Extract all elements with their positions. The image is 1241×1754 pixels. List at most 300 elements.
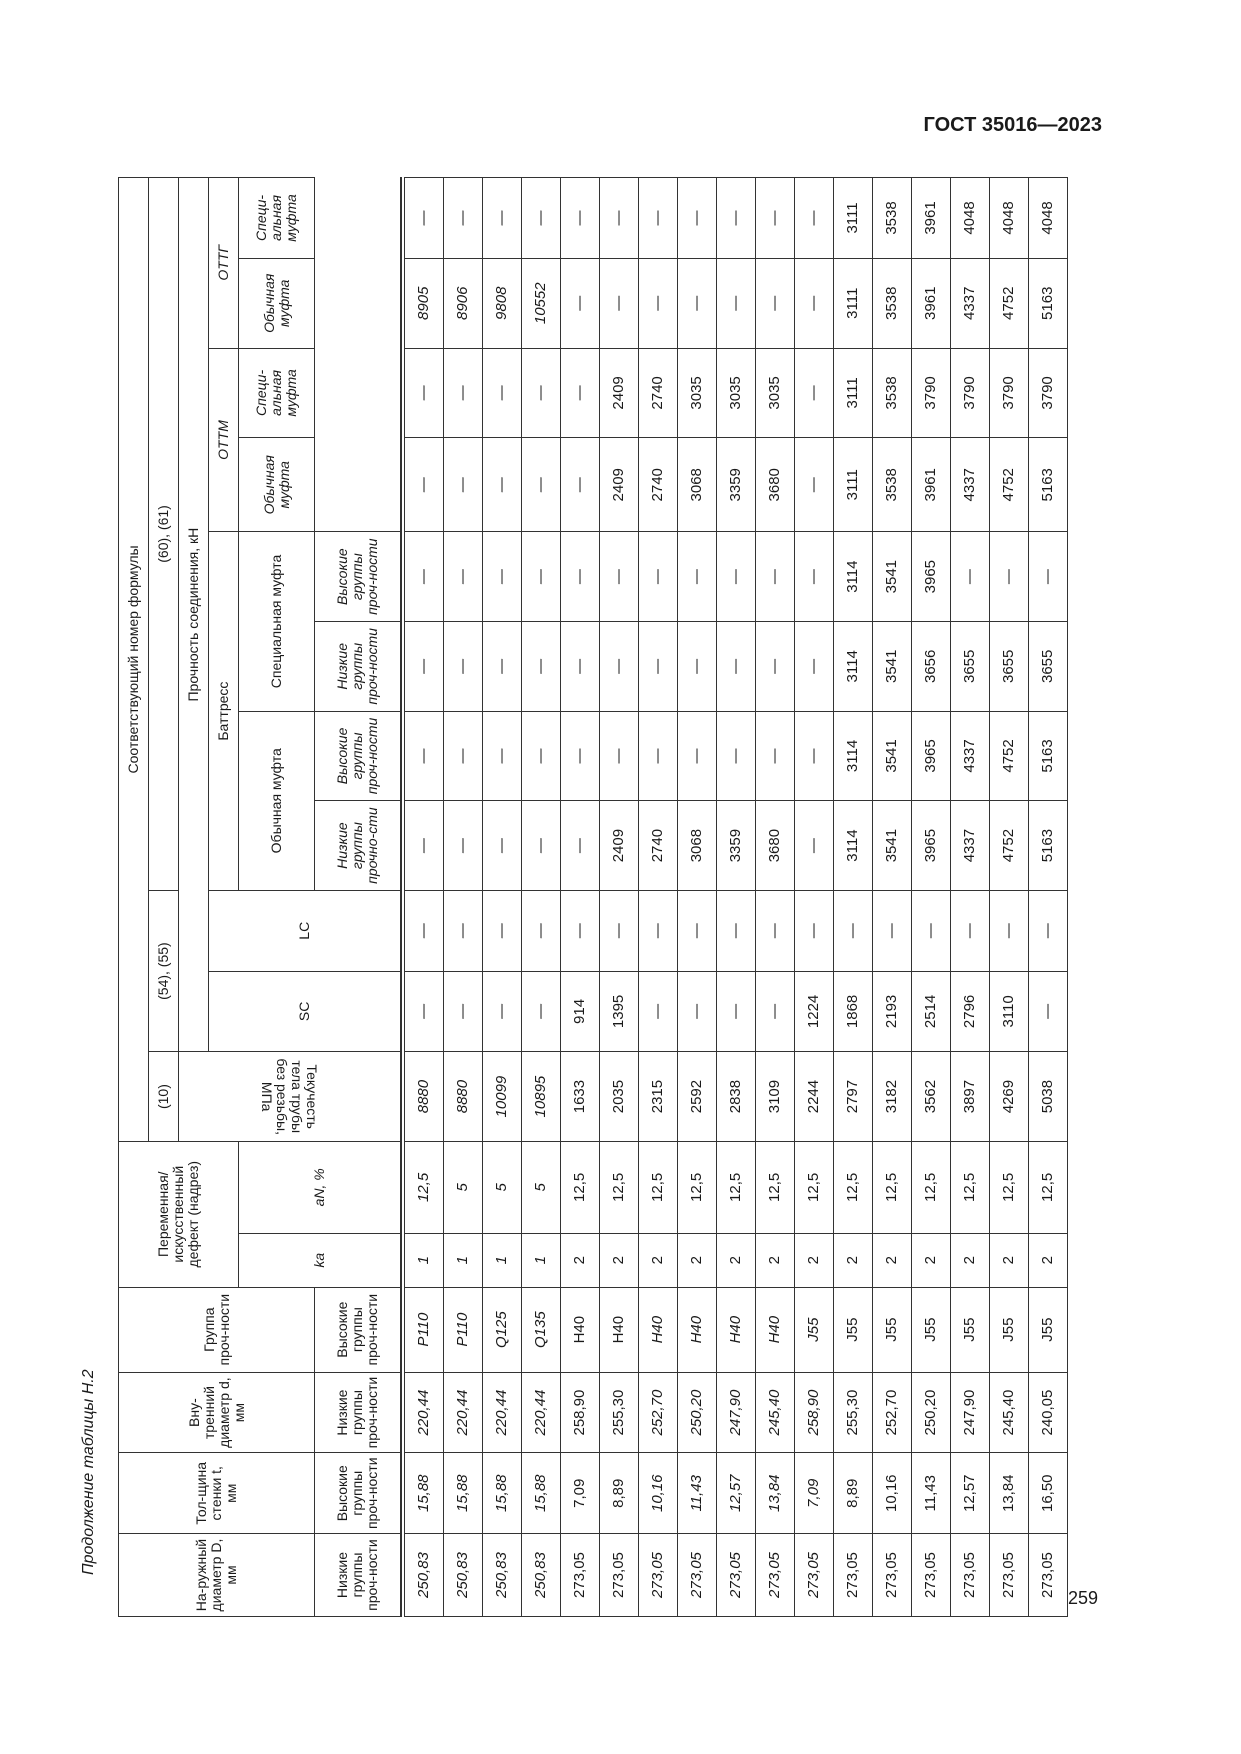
table-row — [599, 178, 638, 1617]
table-cell: 2740 — [638, 438, 677, 532]
table-cell: 8880 — [404, 1052, 443, 1142]
table-cell: — — [443, 348, 482, 438]
table-cell: — — [521, 178, 560, 259]
table-cell: — — [794, 348, 833, 438]
table-row — [443, 178, 482, 1617]
table-cell: 8880 — [443, 1052, 482, 1142]
table-cell: J55 — [911, 1287, 950, 1372]
table-cell: 3114 — [833, 711, 872, 801]
table-cell: — — [755, 711, 794, 801]
table-cell: — — [755, 532, 794, 622]
table-cell: — — [677, 711, 716, 801]
table-cell: 3541 — [872, 801, 911, 891]
table-cell: 273,05 — [755, 1534, 794, 1617]
table-cell: 4337 — [950, 801, 989, 891]
table-cell: 2409 — [599, 801, 638, 891]
header-lc: LC — [209, 890, 401, 971]
table-cell: 12,5 — [950, 1141, 989, 1233]
table-cell: 2 — [950, 1233, 989, 1287]
table-cell: 2 — [677, 1233, 716, 1287]
header-ottm-regular: Обычная муфта — [239, 438, 315, 532]
table-cell: 15,88 — [482, 1453, 521, 1534]
table-cell: — — [560, 532, 599, 622]
table-cell: 3111 — [833, 438, 872, 532]
table-cell: 11,43 — [677, 1453, 716, 1534]
table-cell: — — [1028, 532, 1067, 622]
table-cell: 10895 — [521, 1052, 560, 1142]
table-cell: H40 — [716, 1287, 755, 1372]
table-cell: Q135 — [521, 1287, 560, 1372]
table-cell: — — [443, 801, 482, 891]
header-buttress-special: Специальная муфта — [239, 532, 315, 711]
table-cell: 2740 — [638, 801, 677, 891]
table-row — [872, 178, 911, 1617]
table-row — [404, 178, 443, 1617]
table-cell: — — [521, 801, 560, 891]
table-cell: 3109 — [755, 1052, 794, 1142]
table-cell: 3035 — [755, 348, 794, 438]
table-cell: 3111 — [833, 348, 872, 438]
table-cell: P110 — [443, 1287, 482, 1372]
header-bt-reg-high: Высокие группы проч-ности — [315, 1453, 401, 1534]
table-cell: 12,5 — [833, 1141, 872, 1233]
table-cell: — — [755, 178, 794, 259]
table-cell: 3897 — [950, 1052, 989, 1142]
table-cell: 1 — [482, 1233, 521, 1287]
table-caption: Продолжение таблицы Н.2 — [80, 1369, 97, 1575]
table-cell: 4752 — [989, 711, 1028, 801]
table-cell: — — [560, 258, 599, 348]
header-ottg: ОТТГ — [209, 178, 239, 349]
table-cell: 252,70 — [638, 1372, 677, 1453]
table-cell: 3359 — [716, 801, 755, 891]
table-cell: — — [638, 258, 677, 348]
table-cell: 3035 — [716, 348, 755, 438]
table-cell: 8,89 — [833, 1453, 872, 1534]
table-cell: 2 — [599, 1233, 638, 1287]
header-an: aN, % — [239, 1141, 401, 1233]
table-cell: 273,05 — [989, 1534, 1028, 1617]
header-ka: ka — [239, 1233, 401, 1287]
table-cell: 8,89 — [599, 1453, 638, 1534]
table-cell: — — [560, 801, 599, 891]
table-cell: 2838 — [716, 1052, 755, 1142]
table-cell: — — [521, 532, 560, 622]
table-cell: 12,5 — [599, 1141, 638, 1233]
table-cell: — — [716, 178, 755, 259]
table-cell: — — [482, 532, 521, 622]
table-cell: 5038 — [1028, 1052, 1067, 1142]
table-cell: — — [521, 621, 560, 711]
table-cell: 1395 — [599, 971, 638, 1052]
table-cell: 2796 — [950, 971, 989, 1052]
table-cell: P110 — [404, 1287, 443, 1372]
table-cell: — — [638, 971, 677, 1052]
table-cell: — — [482, 348, 521, 438]
table-cell: — — [560, 890, 599, 971]
table-cell: 13,84 — [755, 1453, 794, 1534]
table-cell: — — [794, 890, 833, 971]
table-cell: — — [560, 178, 599, 259]
table-cell: — — [599, 890, 638, 971]
table-cell: 2035 — [599, 1052, 638, 1142]
table-cell: 2409 — [599, 438, 638, 532]
table-cell: — — [404, 890, 443, 971]
table-cell: — — [716, 890, 755, 971]
table-cell: 12,5 — [872, 1141, 911, 1233]
table-cell: 3680 — [755, 801, 794, 891]
table-cell: — — [638, 711, 677, 801]
table-cell: — — [482, 711, 521, 801]
table-cell: — — [482, 438, 521, 532]
table-cell: H40 — [755, 1287, 794, 1372]
table-cell: J55 — [989, 1287, 1028, 1372]
table-cell: — — [404, 438, 443, 532]
table-cell: 255,30 — [833, 1372, 872, 1453]
table-cell: 5 — [521, 1141, 560, 1233]
table-cell: — — [521, 971, 560, 1052]
table-cell: 3655 — [950, 621, 989, 711]
table-cell: 8906 — [443, 258, 482, 348]
table-cell: 12,5 — [911, 1141, 950, 1233]
header-yield-text: Текучесть тела трубы без резьбы, МПа — [259, 1058, 321, 1135]
table-cell: 2 — [1028, 1233, 1067, 1287]
table-cell: — — [755, 890, 794, 971]
table-cell: 2409 — [599, 348, 638, 438]
table-cell: — — [443, 178, 482, 259]
table-cell: — — [755, 971, 794, 1052]
table-cell: 1 — [521, 1233, 560, 1287]
table-cell: 3182 — [872, 1052, 911, 1142]
table-cell: — — [482, 178, 521, 259]
header-buttress-regular: Обычная муфта — [239, 711, 315, 890]
table-cell: 255,30 — [599, 1372, 638, 1453]
table-cell: 12,5 — [794, 1141, 833, 1233]
table-cell: — — [677, 971, 716, 1052]
table-cell: 3068 — [677, 438, 716, 532]
document-code: ГОСТ 35016—2023 — [923, 114, 1102, 136]
table-cell: — — [716, 532, 755, 622]
table-cell: 245,40 — [989, 1372, 1028, 1453]
table-cell: — — [404, 621, 443, 711]
table-cell: 9808 — [482, 258, 521, 348]
table-cell: — — [482, 971, 521, 1052]
table-cell: — — [677, 258, 716, 348]
table-cell: — — [443, 890, 482, 971]
table-row — [989, 178, 1028, 1617]
table-cell: 7,09 — [560, 1453, 599, 1534]
table-cell: J55 — [950, 1287, 989, 1372]
table-cell: 3068 — [677, 801, 716, 891]
table-cell: J55 — [794, 1287, 833, 1372]
table-cell: 220,44 — [404, 1372, 443, 1453]
header-ottg-spec-high: Высокие группы проч-ности — [315, 532, 401, 622]
table-cell: 12,5 — [677, 1141, 716, 1233]
table-cell: 3111 — [833, 178, 872, 259]
table-cell: — — [599, 532, 638, 622]
table-cell: — — [989, 532, 1028, 622]
header-ottg-reg-low: Низкие группы проч-ности — [315, 621, 401, 711]
table-cell: — — [482, 890, 521, 971]
table-cell: 220,44 — [482, 1372, 521, 1453]
table-cell: — — [794, 801, 833, 891]
table-cell: 3961 — [911, 178, 950, 259]
table-cell: 220,44 — [443, 1372, 482, 1453]
table-cell: 2 — [755, 1233, 794, 1287]
table-cell: 273,05 — [1028, 1534, 1067, 1617]
table-cell: 3562 — [911, 1052, 950, 1142]
table-cell: 2 — [716, 1233, 755, 1287]
table-cell: 2740 — [638, 348, 677, 438]
table-cell: — — [755, 621, 794, 711]
table-cell: 3110 — [989, 971, 1028, 1052]
table-cell: — — [638, 621, 677, 711]
table-cell: 252,70 — [872, 1372, 911, 1453]
table-row — [794, 178, 833, 1617]
header-ottm-special: Специ-альная муфта — [239, 348, 315, 438]
table-cell: — — [599, 178, 638, 259]
header-bt-spec-high: Высокие группы проч-ности — [315, 1287, 401, 1372]
table-row — [755, 178, 794, 1617]
table-cell: 273,05 — [638, 1534, 677, 1617]
table-cell: 12,5 — [560, 1141, 599, 1233]
table-cell: 3790 — [989, 348, 1028, 438]
header-inner-diameter: Вну-тренний диаметр d, мм — [119, 1372, 315, 1453]
table-cell: 250,83 — [521, 1534, 560, 1617]
table-cell: 2 — [911, 1233, 950, 1287]
table-cell: J55 — [1028, 1287, 1067, 1372]
table-cell: 10552 — [521, 258, 560, 348]
table-cell: 273,05 — [794, 1534, 833, 1617]
table-cell: 4048 — [989, 178, 1028, 259]
header-bt-reg-low: Низкие группы проч-ности — [315, 1534, 401, 1617]
table-cell: — — [989, 890, 1028, 971]
table-cell: — — [1028, 890, 1067, 971]
table-cell: 12,57 — [950, 1453, 989, 1534]
table-cell: 5163 — [1028, 438, 1067, 532]
table-cell: 10,16 — [872, 1453, 911, 1534]
table-cell: 3965 — [911, 532, 950, 622]
table-cell: 273,05 — [911, 1534, 950, 1617]
data-table — [118, 177, 1068, 1617]
table-cell: — — [716, 711, 755, 801]
table-cell: — — [404, 178, 443, 259]
table-cell: 3538 — [872, 348, 911, 438]
header-formula-54-55: (54), (55) — [149, 890, 179, 1051]
header-buttress: Баттресс — [209, 532, 239, 891]
table-cell: 3965 — [911, 711, 950, 801]
table-cell: — — [521, 348, 560, 438]
table-cell: — — [404, 532, 443, 622]
table-row — [677, 178, 716, 1617]
table-cell: — — [599, 621, 638, 711]
table-cell: — — [794, 532, 833, 622]
table-row — [560, 178, 599, 1617]
table-cell: 2797 — [833, 1052, 872, 1142]
table-cell: 1 — [404, 1233, 443, 1287]
table-cell: 3680 — [755, 438, 794, 532]
table-cell: 3541 — [872, 711, 911, 801]
table-cell: 2315 — [638, 1052, 677, 1142]
table-cell: — — [638, 178, 677, 259]
table-cell: — — [443, 711, 482, 801]
table-cell: 10,16 — [638, 1453, 677, 1534]
table-cell: — — [521, 438, 560, 532]
header-formula-60-61: (60), (61) — [149, 178, 179, 891]
table-cell: H40 — [677, 1287, 716, 1372]
table-cell: 5 — [482, 1141, 521, 1233]
table-cell: — — [638, 532, 677, 622]
table-cell: 4752 — [989, 258, 1028, 348]
table-cell: — — [521, 711, 560, 801]
table-cell: — — [716, 258, 755, 348]
table-row — [716, 178, 755, 1617]
header-ottg-special: Специ-альная муфта — [239, 178, 315, 259]
table-cell: — — [443, 532, 482, 622]
table-cell: 273,05 — [833, 1534, 872, 1617]
page-number: 259 — [1068, 1588, 1099, 1608]
table-cell: 8905 — [404, 258, 443, 348]
table-cell: 258,90 — [560, 1372, 599, 1453]
table-cell: 2 — [638, 1233, 677, 1287]
table-cell: — — [950, 532, 989, 622]
table-cell: 2 — [989, 1233, 1028, 1287]
table-cell: 16,50 — [1028, 1453, 1067, 1534]
table-cell: — — [560, 438, 599, 532]
table-cell: — — [404, 801, 443, 891]
table-cell: 273,05 — [716, 1534, 755, 1617]
table-cell: 2 — [560, 1233, 599, 1287]
table-cell: H40 — [638, 1287, 677, 1372]
table-cell: 15,88 — [404, 1453, 443, 1534]
table-cell: 273,05 — [677, 1534, 716, 1617]
header-wall-thickness: Тол-щина стенки t, мм — [119, 1453, 315, 1534]
table-cell: — — [599, 258, 638, 348]
table-cell: 10099 — [482, 1052, 521, 1142]
table-cell: 13,84 — [989, 1453, 1028, 1534]
table-cell: — — [794, 438, 833, 532]
table-cell: — — [443, 621, 482, 711]
table-cell: — — [677, 178, 716, 259]
table-cell: 3655 — [989, 621, 1028, 711]
header-formula-10: (10) — [149, 1052, 179, 1142]
table-cell: 12,5 — [1028, 1141, 1067, 1233]
header-defect: Переменная/ искусственный дефект (надрез) — [119, 1141, 239, 1287]
table-row — [1028, 178, 1067, 1617]
table-cell: 12,5 — [404, 1141, 443, 1233]
table-cell: 3790 — [1028, 348, 1067, 438]
table-row — [950, 178, 989, 1617]
header-bt-spec-low: Низкие группы проч-ности — [315, 1372, 401, 1453]
table-cell: — — [677, 621, 716, 711]
table-cell: 4752 — [989, 801, 1028, 891]
table-cell: 4048 — [950, 178, 989, 259]
table-cell: — — [794, 178, 833, 259]
table-cell: 12,5 — [716, 1141, 755, 1233]
table-cell: 5 — [443, 1141, 482, 1233]
table-cell: 273,05 — [950, 1534, 989, 1617]
table-cell: 3961 — [911, 258, 950, 348]
table-cell: — — [716, 971, 755, 1052]
table-cell: — — [677, 532, 716, 622]
header-strength-group: Группа проч-ности — [119, 1287, 315, 1372]
table-cell: — — [404, 348, 443, 438]
caption-wrapper — [80, 1325, 100, 1575]
table-row — [911, 178, 950, 1617]
table-cell: 240,05 — [1028, 1372, 1067, 1453]
table-cell: — — [482, 621, 521, 711]
table-row — [482, 178, 521, 1617]
header-ottg-regular: Обычная муфта — [239, 258, 315, 348]
table-cell: 250,83 — [404, 1534, 443, 1617]
table-cell: — — [560, 348, 599, 438]
table-cell: 2592 — [677, 1052, 716, 1142]
table-cell: 12,5 — [989, 1141, 1028, 1233]
table-cell: 3790 — [911, 348, 950, 438]
table-cell: 3541 — [872, 532, 911, 622]
table-cell: 15,88 — [521, 1453, 560, 1534]
table-cell: 250,83 — [443, 1534, 482, 1617]
table-cell: 250,20 — [677, 1372, 716, 1453]
header-sc: SC — [209, 971, 401, 1052]
table-cell: 250,20 — [911, 1372, 950, 1453]
table-cell: 3965 — [911, 801, 950, 891]
table-cell: 5163 — [1028, 711, 1067, 801]
table-cell: 3961 — [911, 438, 950, 532]
table-cell: 11,43 — [911, 1453, 950, 1534]
table-cell: 247,90 — [950, 1372, 989, 1453]
table-cell: 3538 — [872, 438, 911, 532]
table-cell: 12,5 — [638, 1141, 677, 1233]
table-cell: 3114 — [833, 801, 872, 891]
table-cell: 273,05 — [599, 1534, 638, 1617]
table-cell: 4337 — [950, 258, 989, 348]
table-row — [833, 178, 872, 1617]
table-cell: — — [638, 890, 677, 971]
table-cell: 4337 — [950, 711, 989, 801]
table-cell: 4269 — [989, 1052, 1028, 1142]
table-cell: — — [404, 971, 443, 1052]
header-connection-strength: Прочность соединения, кН — [179, 178, 209, 1052]
table-cell: — — [716, 621, 755, 711]
table-cell: — — [950, 890, 989, 971]
table-cell: Q125 — [482, 1287, 521, 1372]
table-cell: 258,90 — [794, 1372, 833, 1453]
table-cell: — — [482, 801, 521, 891]
table-cell: — — [404, 711, 443, 801]
table-cell: — — [443, 438, 482, 532]
table-cell: 12,5 — [755, 1141, 794, 1233]
table-cell: 3790 — [950, 348, 989, 438]
table-row — [521, 178, 560, 1617]
table-body — [404, 178, 1067, 1617]
table-cell: 1868 — [833, 971, 872, 1052]
header-yield — [179, 1052, 401, 1142]
table-cell: 2 — [794, 1233, 833, 1287]
table-cell: 3538 — [872, 178, 911, 259]
table-cell: 7,09 — [794, 1453, 833, 1534]
table-cell: 273,05 — [872, 1534, 911, 1617]
header-formula-number: Соответствующий номер формулы — [119, 178, 149, 1142]
table-cell: 5163 — [1028, 801, 1067, 891]
header-ottm-reg-low: Низкие группы прочно-сти — [315, 801, 401, 891]
table-cell: 247,90 — [716, 1372, 755, 1453]
header-ottm: ОТТМ — [209, 348, 239, 532]
table-cell: 1224 — [794, 971, 833, 1052]
table-cell: — — [1028, 971, 1067, 1052]
table-cell: 3655 — [1028, 621, 1067, 711]
table-cell: — — [560, 621, 599, 711]
